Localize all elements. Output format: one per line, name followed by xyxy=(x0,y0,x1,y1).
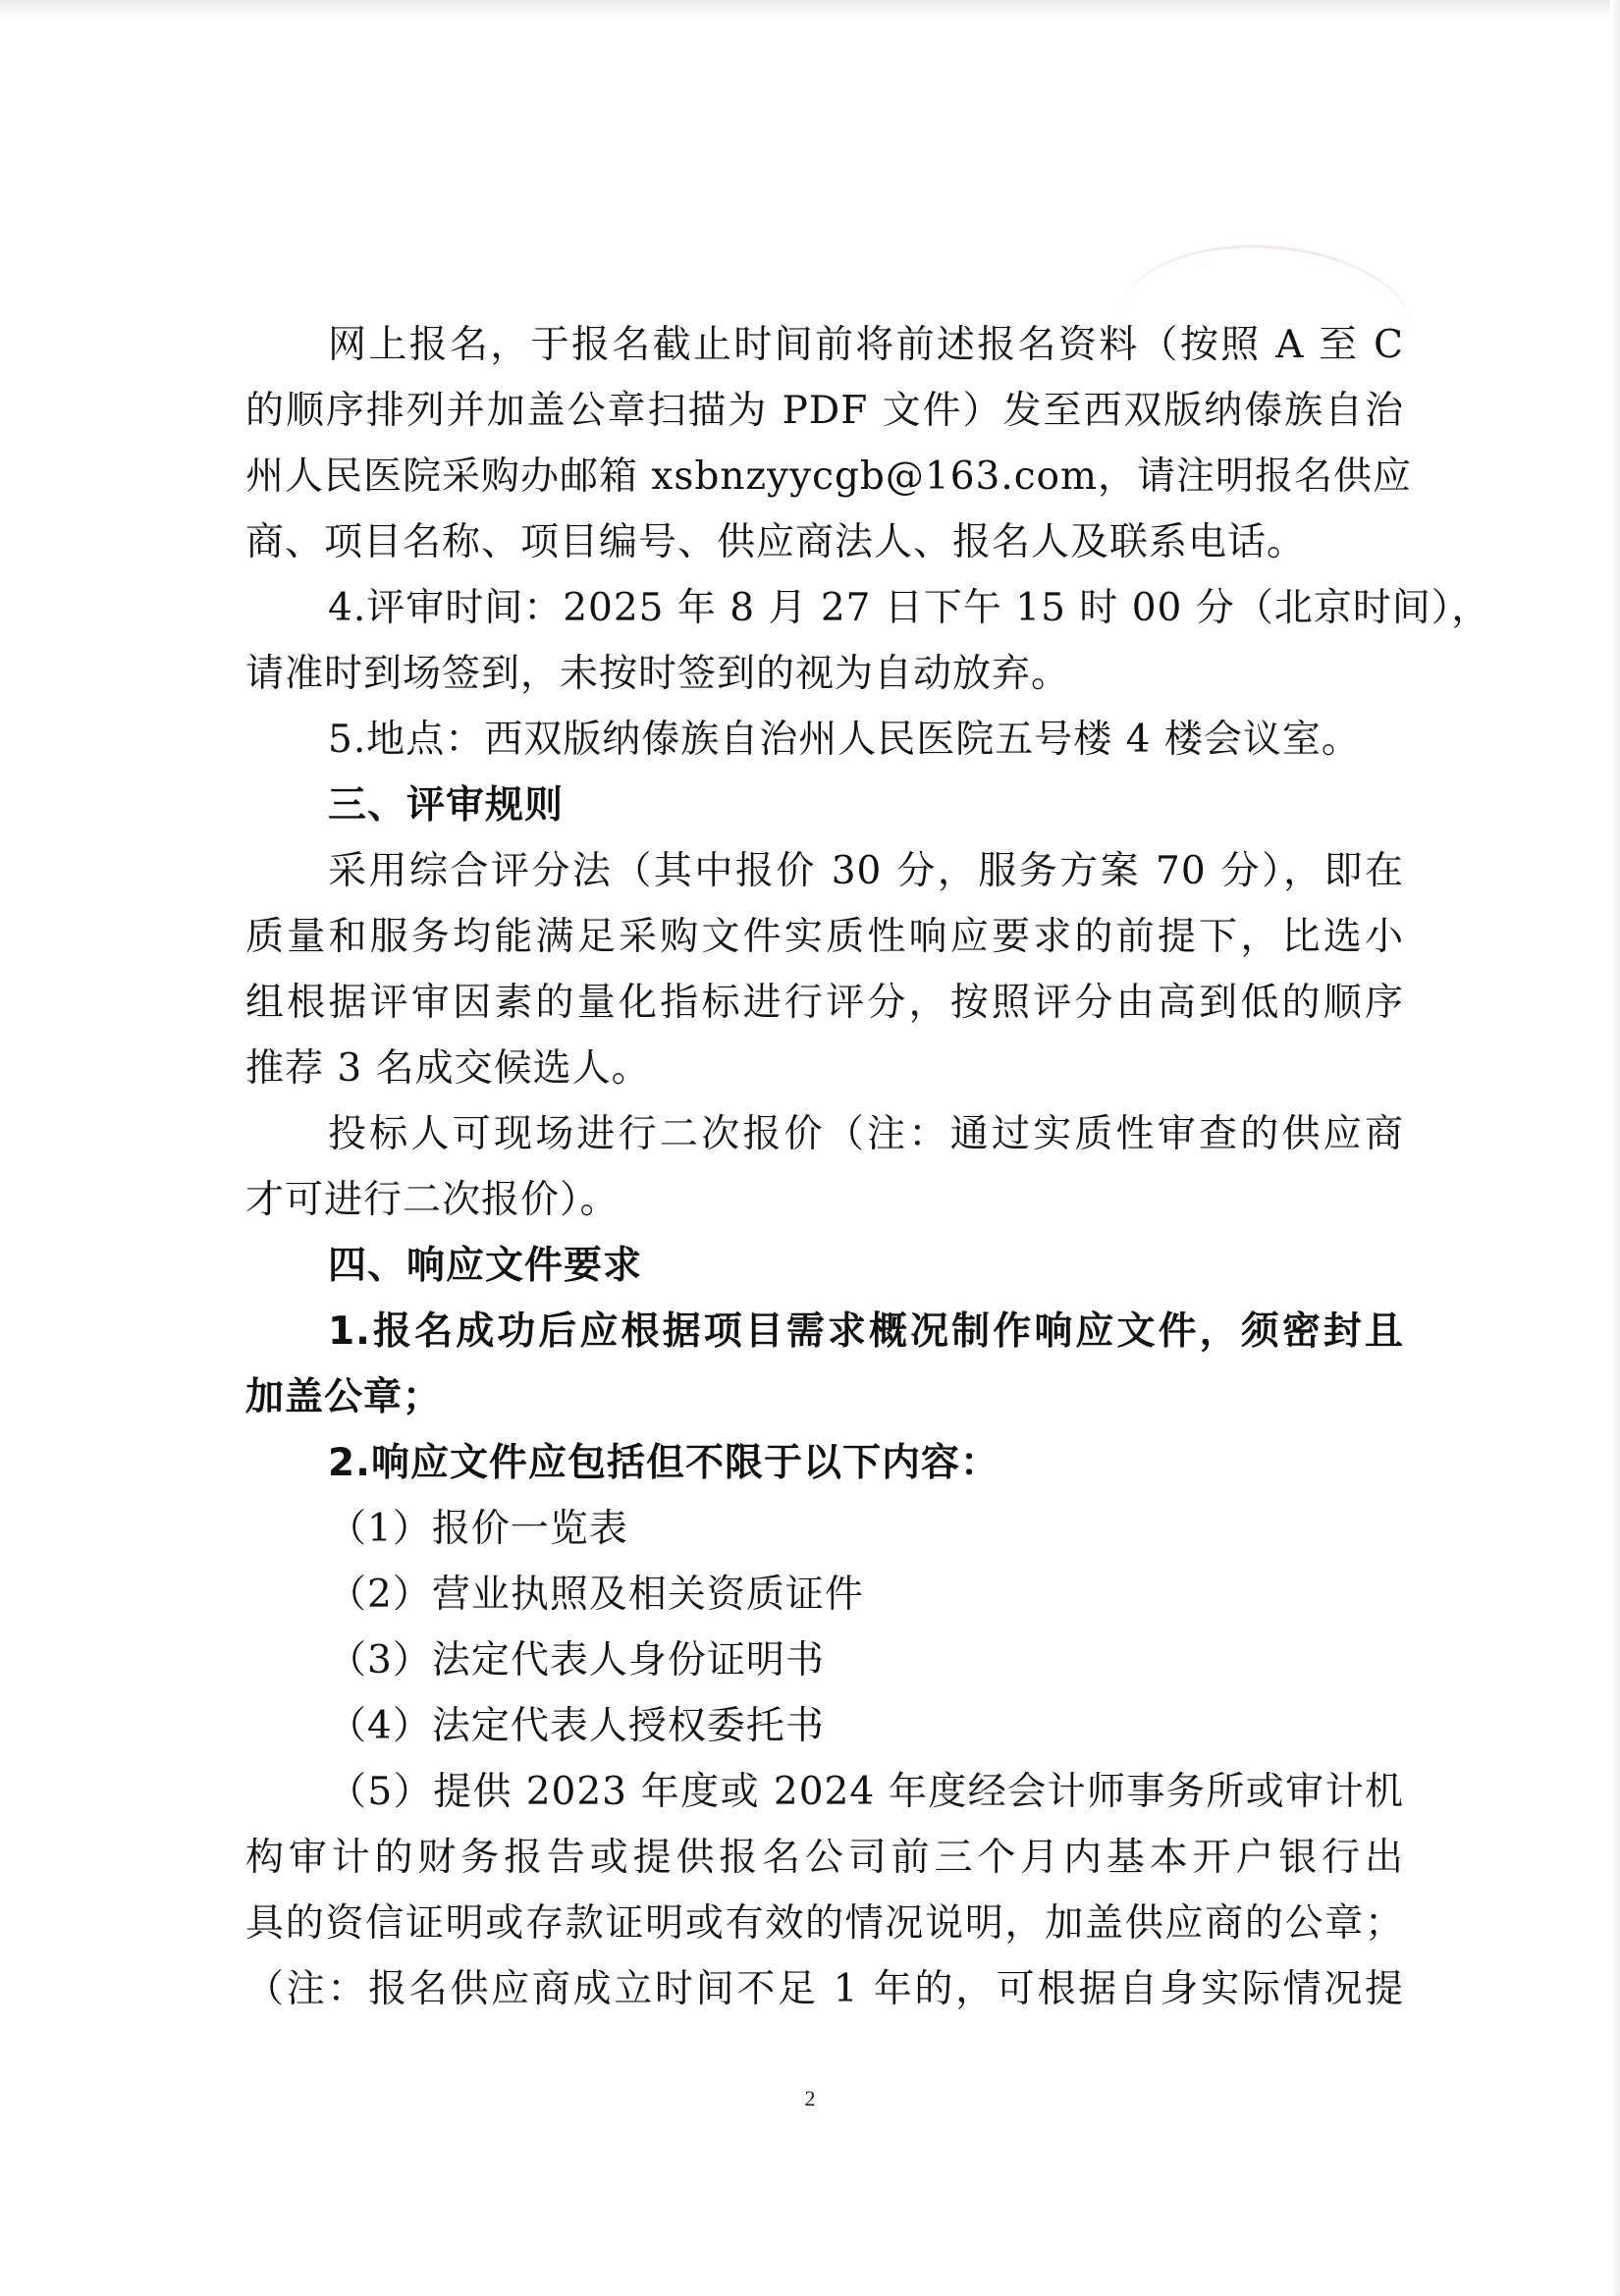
review-rules-line-4: 推荐 3 名成交候选人。 xyxy=(245,1046,651,1091)
list-item-3: （3）法定代表人身份证明书 xyxy=(328,1638,825,1682)
list-item-5-line-3: 具的资信证明或存款证明或有效的情况说明，加盖供应商的公章； xyxy=(245,1901,1404,1946)
section-heading-response-docs: 四、响应文件要求 xyxy=(328,1244,643,1288)
list-item-1: （1）报价一览表 xyxy=(328,1507,628,1551)
para-registration-line-1: 网上报名，于报名截止时间前将前述报名资料（按照 A 至 C xyxy=(328,323,1404,367)
second-quote-line-2: 才可进行二次报价）。 xyxy=(245,1178,620,1222)
list-item-5-line-4: （注：报名供应商成立时间不足 1 年的，可根据自身实际情况提 xyxy=(245,1967,1404,2011)
list-item-2: （2）营业执照及相关资质证件 xyxy=(328,1573,864,1617)
review-rules-line-2: 质量和服务均能满足采购文件实质性响应要求的前提下，比选小 xyxy=(245,915,1404,959)
review-time-line-1: 4.评审时间：2025 年 8 月 27 日下午 15 时 00 分（北京时间）， xyxy=(328,586,1491,630)
second-quote-line-1: 投标人可现场进行二次报价（注：通过实质性审查的供应商 xyxy=(328,1112,1404,1156)
location-line: 5.地点：西双版纳傣族自治州人民医院五号楼 4 楼会议室。 xyxy=(328,718,1361,762)
response-req-1-line-2: 加盖公章； xyxy=(245,1375,443,1419)
scan-edge-top xyxy=(0,0,1620,20)
document-body xyxy=(245,312,1491,2022)
list-item-4: （4）法定代表人授权委托书 xyxy=(328,1704,825,1748)
page-number: 2 xyxy=(804,2086,816,2110)
para-registration-line-4: 商、项目名称、项目编号、供应商法人、报名人及联系电话。 xyxy=(245,520,1307,564)
response-req-2: 2.响应文件应包括但不限于以下内容： xyxy=(328,1441,999,1485)
list-item-5-line-1: （5）提供 2023 年度或 2024 年度经会计师事务所或审计机 xyxy=(328,1770,1404,1814)
para-registration-line-2: 的顺序排列并加盖公章扫描为 PDF 文件）发至西双版纳傣族自治 xyxy=(245,389,1404,433)
response-req-1-line-1: 1.报名成功后应根据项目需求概况制作响应文件，须密封且 xyxy=(328,1309,1404,1354)
review-rules-line-3: 组根据评审因素的量化指标进行评分，按照评分由高到低的顺序 xyxy=(245,981,1404,1025)
review-time-line-2: 请准时到场签到，未按时签到的视为自动放弃。 xyxy=(245,652,1071,696)
review-rules-line-1: 采用综合评分法（其中报价 30 分，服务方案 70 分），即在 xyxy=(328,849,1404,893)
scan-edge-right xyxy=(1610,0,1620,2296)
list-item-5-line-2: 构审计的财务报告或提供报名公司前三个月内基本开户银行出 xyxy=(245,1836,1404,1880)
para-registration-line-3: 州人民医院采购办邮箱 xsbnzyycgb@163.com，请注明报名供应 xyxy=(245,454,1413,499)
section-heading-review-rules: 三、评审规则 xyxy=(328,783,565,828)
